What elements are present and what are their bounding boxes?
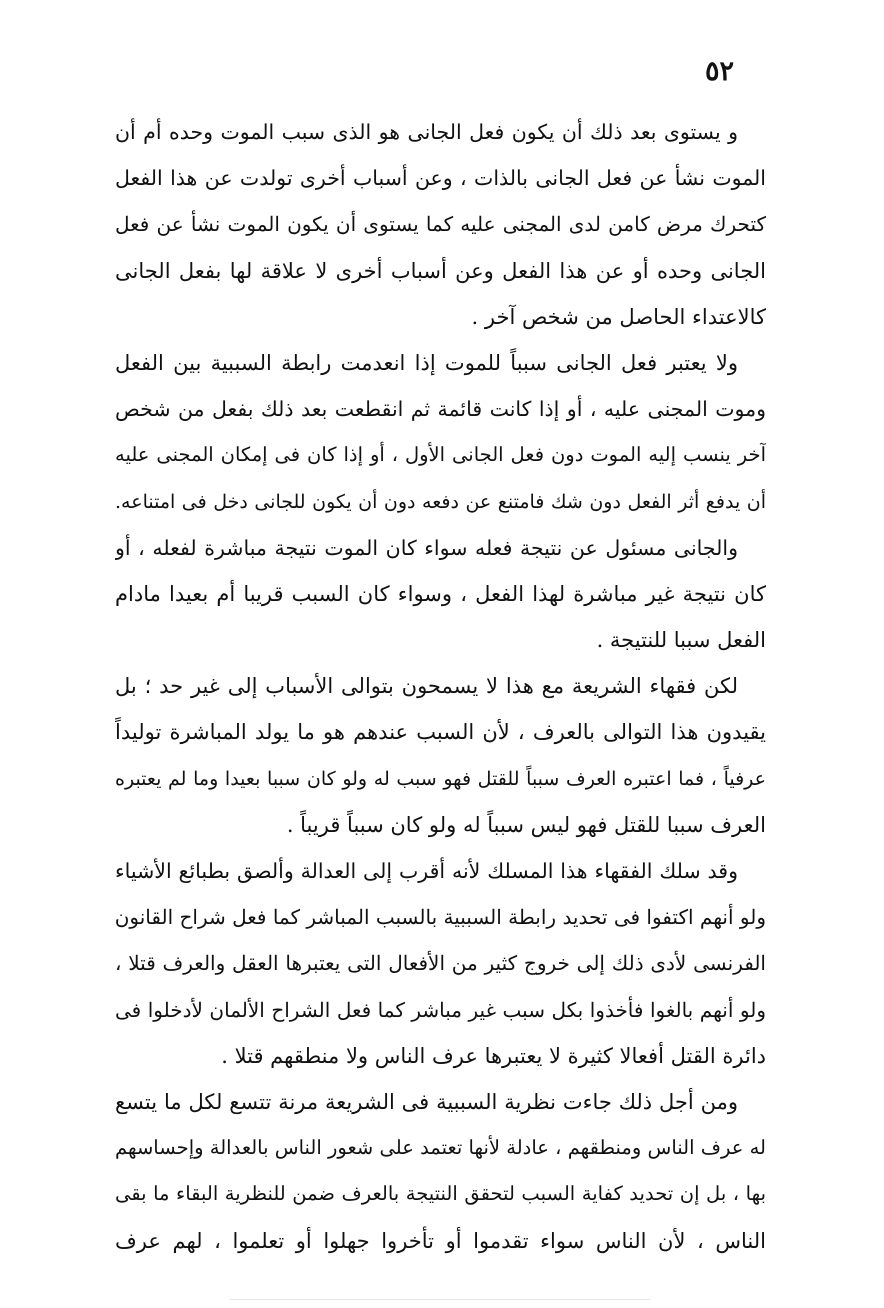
- paragraph: [115, 848, 766, 1079]
- text-line: عرفياً ، فما اعتبره العرف سبباً للقتل فهو سبب له ولو كان سببا بعيدا وما لم يعتبره: [115, 767, 766, 790]
- text-line: الفرنسى لأدى ذلك إلى خروج كثير من الأفعال التى يعتبرها العقل والعرف قتلا ،: [115, 951, 766, 976]
- text-line: الفعل سببا للنتيجة .: [596, 628, 766, 653]
- text-line: و يستوى بعد ذلك أن يكون فعل الجانى هو الذى سبب الموت وحده أم أن: [115, 120, 738, 144]
- text-line: العرف سببا للقتل فهو ليس سبباً له ولو كان سبباً قريباً .: [286, 812, 766, 837]
- text-line: الناس ، لأن الناس سواء تقدموا أو تأخروا جهلوا أو تعلموا ، لهم عرف: [115, 1228, 766, 1253]
- text-line: بها ، بل إن تحديد كفاية السبب لتحقق النتيجة بالعرف ضمن للنظرية البقاء ما بقى: [115, 1182, 766, 1206]
- page-number: ٥٢: [704, 56, 734, 87]
- text-line: آخر ينسب إليه الموت دون فعل الجانى الأول ، أو إذا كان فى إمكان المجنى عليه: [115, 443, 766, 467]
- paragraph: [115, 109, 766, 340]
- paragraph: [115, 1079, 766, 1264]
- text-line: وموت المجنى عليه ، أو إذا كانت قائمة ثم انقطعت بعد ذلك بفعل من شخص: [115, 397, 766, 422]
- text-line: كان نتيجة غير مباشرة لهذا الفعل ، وسواء كان السبب قريبا أم بعيدا مادام: [115, 581, 766, 606]
- paragraph: [115, 340, 766, 525]
- text-line: ولو أنهم اكتفوا فى تحديد رابطة السببية بالسبب المباشر كما فعل شراح القانون: [115, 905, 766, 930]
- text-line: ولا يعتبر فعل الجانى سبباً للموت إذا انعدمت رابطة السببية بين الفعل: [115, 350, 738, 375]
- text-line: دائرة القتل أفعالا كثيرة لا يعتبرها عرف الناس ولا منطقهم قتلا .: [221, 1043, 766, 1068]
- text-line: يقيدون هذا التوالى بالعرف ، لأن السبب عندهم هو ما يولد المباشرة توليداً: [115, 720, 766, 745]
- text-line: وقد سلك الفقهاء هذا المسلك لأنه أقرب إلى العدالة وألصق بطبائع الأشياء: [115, 859, 738, 883]
- text-line: كالاعتداء الحاصل من شخص آخر .: [471, 304, 766, 329]
- text-line: ولو أنهم بالغوا فأخذوا بكل سبب غير مباشر كما فعل الشراح الألمان لأدخلوا فى: [115, 997, 766, 1022]
- text-line: أن يدفع أثر الفعل دون شك فامتنع عن دفعه دون أن يكون للجانى دخل فى امتناعه.: [115, 490, 766, 513]
- text-line: والجانى مسئول عن نتيجة فعله سواء كان الموت نتيجة مباشرة لفعله ، أو: [115, 535, 738, 560]
- text-line: له عرف الناس ومنطقهم ، عادلة لأنها تعتمد على شعور الناس بالعدالة وإحساسهم: [115, 1136, 766, 1160]
- text-line: الموت نشأ عن فعل الجانى بالذات ، وعن أسباب أخرى تولدت عن هذا الفعل: [115, 166, 766, 191]
- text-line: كتحرك مرض كامن لدى المجنى عليه كما يستوى أن يكون الموت نشأ عن فعل: [115, 212, 766, 237]
- body-text: [115, 109, 766, 1264]
- paragraph: [115, 663, 766, 848]
- paragraph: [115, 525, 766, 664]
- text-line: لكن فقهاء الشريعة مع هذا لا يسمحون بتوالى الأسباب إلى غير حد ؛ بل: [115, 674, 738, 699]
- text-line: ومن أجل ذلك جاءت نظرية السببية فى الشريعة مرنة تتسع لكل ما يتسع: [115, 1089, 738, 1114]
- page-bottom-edge: [230, 1299, 650, 1300]
- text-line: الجانى وحده أو عن هذا الفعل وعن أسباب أخرى لا علاقة لها بفعل الجانى: [115, 258, 766, 283]
